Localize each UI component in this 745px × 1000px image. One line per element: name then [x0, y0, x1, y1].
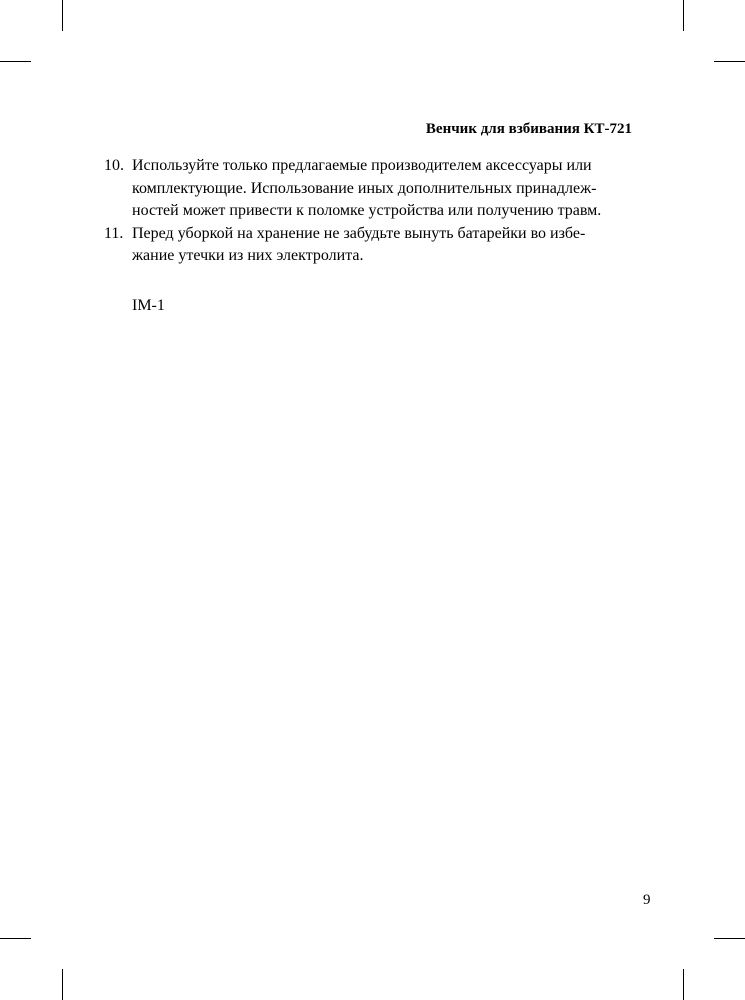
- list-item: [104, 223, 644, 268]
- item-text-line: Используйте только предлагаемые производителем аксессуары или: [132, 157, 592, 174]
- list-item: [104, 155, 644, 223]
- crop-mark: [0, 61, 31, 62]
- model-code: IM-1: [132, 297, 165, 314]
- crop-mark: [714, 938, 745, 939]
- item-number: 11.: [104, 224, 124, 242]
- item-text-line: Перед уборкой на хранение не забудьте вынуть батарейки во избе-: [132, 224, 586, 242]
- crop-mark: [0, 938, 31, 939]
- page-number: 9: [643, 892, 651, 908]
- item-number: 10.: [104, 157, 124, 174]
- item-text-line: комплектующие. Использование иных дополнительных принадлеж-: [132, 179, 597, 197]
- crop-mark: [62, 969, 63, 1000]
- crop-mark: [683, 0, 684, 31]
- item-text-line: ностей может привести к поломке устройства или получению травм.: [132, 202, 602, 219]
- running-header: Венчик для взбивания КТ-721: [425, 121, 632, 137]
- instruction-list: [104, 155, 644, 268]
- crop-mark: [683, 969, 684, 1000]
- crop-mark: [62, 0, 63, 31]
- item-text-line: жание утечки из них электролита.: [132, 247, 364, 264]
- crop-mark: [714, 61, 745, 62]
